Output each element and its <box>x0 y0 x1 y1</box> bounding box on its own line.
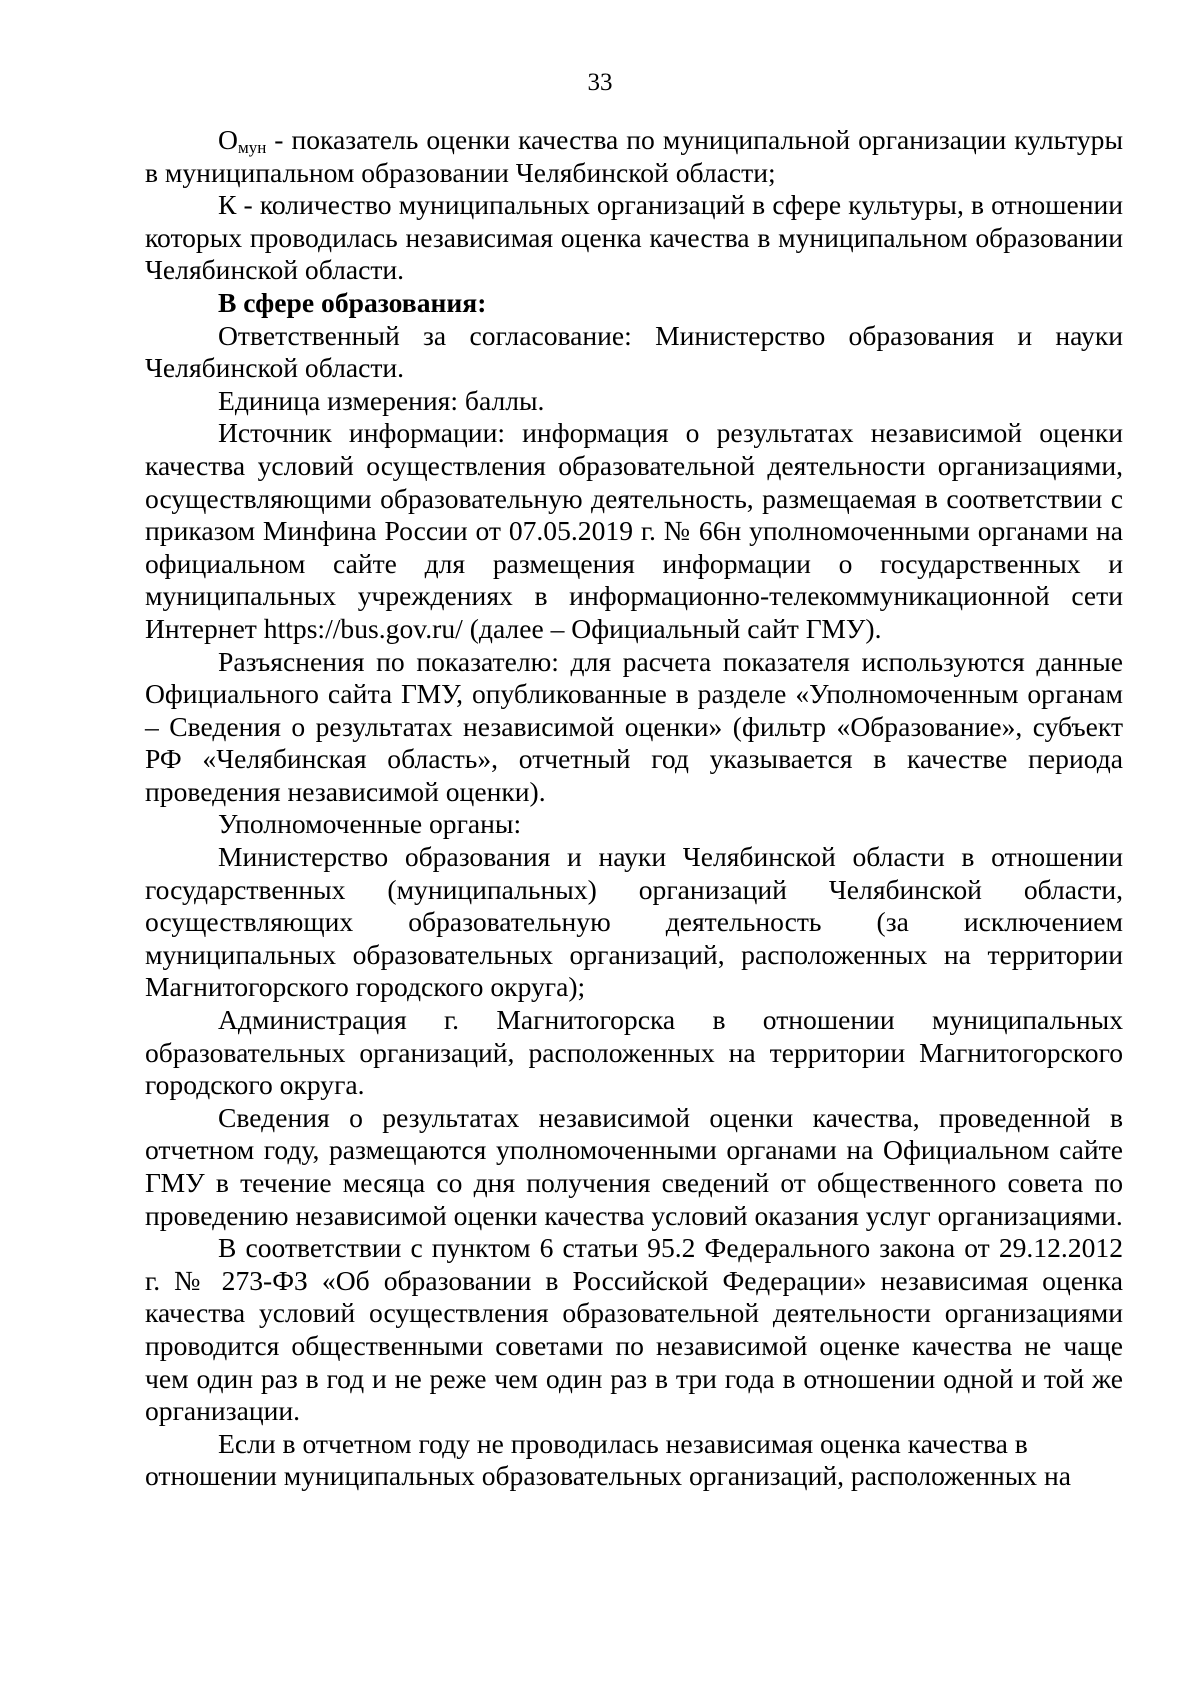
paragraph-k-definition: К - количество муниципальных организаций в сфере культуры, в отношении которых проводилась независимая оценка качества в муниципальном образовании Челябинской области. <box>145 189 1123 286</box>
page-number: 33 <box>587 69 613 96</box>
paragraph-if-not-conducted: Если в отчетном году не проводилась независимая оценка качества в отношении муниципальных образовательных организаций, расположенных на <box>145 1427 1072 1492</box>
section-heading-education: В сфере образования: <box>218 286 487 318</box>
paragraph-source: Источник информации: информация о результатах независимой оценки качества условий осуществления образовательной деятельности организациями, осуществляющими образовательную деятельность, размещаемая в соответствии с приказом Минфина России от 07.05.2019 г. № 66н уполномоченными органами на официальном сайте для размещения информации о государственных и муниципальных учреждениях в информационно-телекоммуникационной сети Интернет https://bus.gov.ru/ (далее – Официальный сайт ГМУ). <box>145 417 1123 644</box>
paragraph-unit: Единица измерения: баллы. <box>218 384 545 416</box>
omun-definition-text: - показатель оценки качества по муниципальной организации культуры в муниципальном образовании Челябинской области; <box>145 124 1123 188</box>
paragraph-ministry: Министерство образования и науки Челябинской области в отношении государственных (муниципальных) организаций Челябинской области, осуществляющих образовательную деятельность (за исключением муниципальных образовательных организаций, расположенных на территории Магнитогорского городского округа); <box>145 841 1123 1003</box>
document-body <box>145 124 1123 1493</box>
paragraph-omun-definition <box>145 124 1123 189</box>
paragraph-administration: Администрация г. Магнитогорска в отношении муниципальных образовательных организаций, расположенных на территории Магнитогорского городского округа. <box>145 1004 1123 1101</box>
omun-subscript: мун <box>237 138 267 157</box>
paragraph-publication: Сведения о результатах независимой оценки качества, проведенной в отчетном году, размещаются уполномоченными органами на Официальном сайте ГМУ в течение месяца со дня получения сведений от общественного совета по проведению независимой оценки качества условий оказания услуг организациями. <box>145 1101 1123 1231</box>
paragraph-explanation: Разъяснения по показателю: для расчета показателя используются данные Официального сайта ГМУ, опубликованные в разделе «Уполномоченным органам – Сведения о результатах независимой оценки» (фильтр «Образование», субъект РФ «Челябинская область», отчетный год указывается в качестве периода проведения независимой оценки). <box>145 645 1123 807</box>
paragraph-responsible: Ответственный за согласование: Министерство образования и науки Челябинской области. <box>145 319 1123 384</box>
omun-symbol: О <box>218 124 238 155</box>
paragraph-federal-law: В соответствии с пунктом 6 статьи 95.2 Федерального закона от 29.12.2012 г. № 273-ФЗ «Об образовании в Российской Федерации» независимая оценка качества условий осуществления образовательной деятельности организациями проводится общественными советами по независимой оценке качества не чаще чем один раз в год и не реже чем один раз в три года в отношении одной и той же организации. <box>145 1232 1123 1427</box>
paragraph-authorized-bodies: Уполномоченные органы: <box>218 808 522 840</box>
